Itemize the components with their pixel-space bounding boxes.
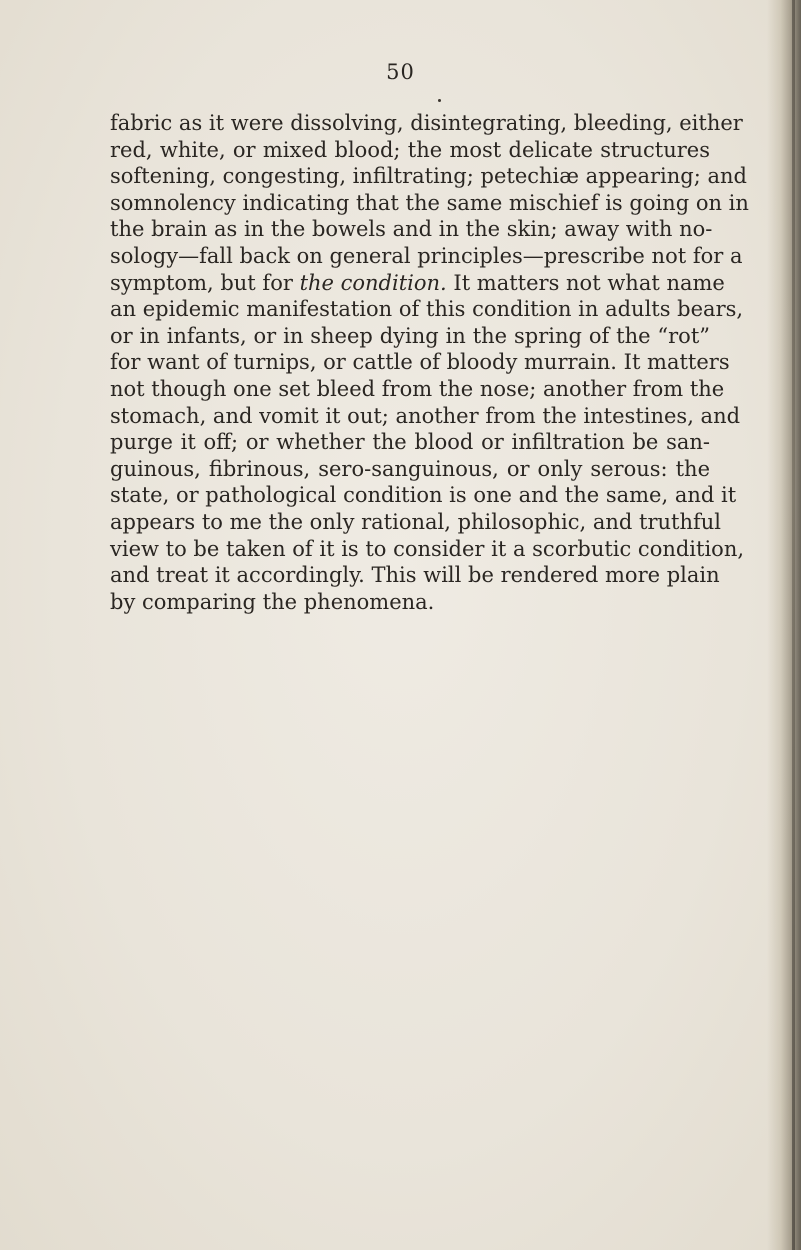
text-segment: stomach, and vomit it out; another from the intestines, and xyxy=(110,403,741,428)
text-line xyxy=(110,456,710,483)
ink-speck xyxy=(438,99,441,102)
text-line xyxy=(110,349,730,376)
text-segment: or in infants, or in sheep dying in the spring of the “rot” xyxy=(110,323,710,348)
text-segment: appears to me the only rational, philosophic, and truthful xyxy=(110,509,721,534)
text-line xyxy=(110,216,713,243)
text-segment: for want of turnips, or cattle of bloody murrain. It matters xyxy=(110,350,730,375)
page-number: 50 xyxy=(386,60,415,84)
text-line xyxy=(110,376,725,403)
body-text xyxy=(110,110,749,615)
text-line xyxy=(110,243,743,270)
text-segment: fabric as it were dissolving, disintegrating, bleeding, either xyxy=(110,111,743,135)
text-segment: somnolency indicating that the same mischief is going on in xyxy=(110,190,749,215)
text-line xyxy=(110,163,747,190)
text-line xyxy=(110,137,710,164)
text-line xyxy=(110,296,744,323)
text-line xyxy=(110,562,720,589)
text-segment: the brain as in the bowels and in the skin; away with no- xyxy=(110,217,713,242)
text-segment: It matters not what name xyxy=(446,270,725,295)
text-segment: view to be taken of it is to consider it a scorbutic condition, xyxy=(110,536,745,561)
text-segment: purge it off; or whether the blood or infiltration be san- xyxy=(110,430,710,455)
text-line xyxy=(110,323,710,350)
text-line xyxy=(110,589,710,616)
text-line xyxy=(110,509,721,536)
text-line xyxy=(110,190,749,217)
text-line xyxy=(110,270,725,297)
text-segment: an epidemic manifestation of this condition in adults bears, xyxy=(110,297,744,322)
text-line xyxy=(110,403,741,430)
text-line xyxy=(110,536,745,563)
text-segment: red, white, or mixed blood; the most delicate structures xyxy=(110,137,710,162)
text-line xyxy=(110,110,743,137)
text-line xyxy=(110,482,737,509)
text-segment: guinous, fibrinous, sero-sanguinous, or only serous: the xyxy=(110,456,710,481)
page-edge-line xyxy=(792,0,795,1250)
text-segment: softening, congesting, infiltrating; petechiæ appearing; and xyxy=(110,164,747,189)
text-segment: and treat it accordingly. This will be rendered more plain xyxy=(110,563,720,588)
italic-text: the condition. xyxy=(299,270,447,295)
page-binding-edge xyxy=(767,0,801,1250)
text-segment: symptom, but for xyxy=(110,270,300,295)
text-line xyxy=(110,429,710,456)
text-segment: not though one set bleed from the nose; another from the xyxy=(110,376,725,401)
text-segment: sology—fall back on general principles—prescribe not for a xyxy=(110,243,743,268)
text-segment: by comparing the phenomena. xyxy=(110,589,435,614)
text-segment: state, or pathological condition is one and the same, and it xyxy=(110,483,737,508)
